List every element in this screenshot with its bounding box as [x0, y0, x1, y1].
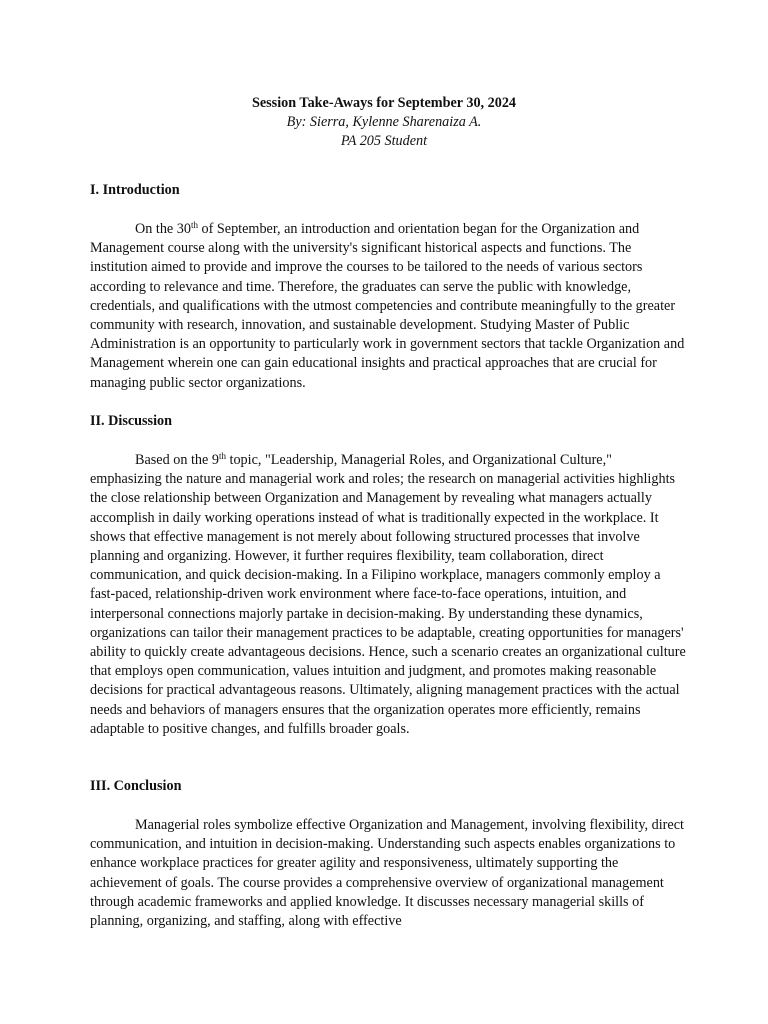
document-author-role: PA 205 Student [340, 133, 428, 150]
paragraph-introduction [90, 220, 686, 393]
document-title: Session Take-Aways for September 30, 2024 [251, 95, 517, 111]
ordinal-suffix: th [190, 220, 198, 230]
paragraph-body: of September, an introduction and orientation began for the Organization and Management course along with the university's significant historical aspects and functions. The institution aimed to provide and improve the courses to be tailored to the needs of various sectors according to relevance and time. Therefore, the graduates can serve the public with knowledge, credentials, and qualifications with the utmost competencies and contribute meaningfully to the greater community with research, innovation, and sustainable development. Studying Master of Public Administration is an opportunity to particularly work in government sectors that tackle Organization and Management wherein one can gain educational insights and practical approaches that are crucial for managing public sector organizations. [90, 221, 685, 391]
section-heading-introduction: I. Introduction [90, 182, 180, 198]
ordinal-suffix: th [218, 451, 226, 461]
paragraph-body: topic, "Leadership, Managerial Roles, and Organizational Culture," emphasizing the nature and managerial work and roles; the research on managerial activities highlights the close relationship between Organization and Management by revealing what managers actually accomplish in daily working operations instead of what is traditionally expected in the workplace. It shows that effective management is not merely about following structured processes that involve planning and organizing. However, it further requires flexibility, team collaboration, direct communication, and quick decision-making. In a Filipino workplace, managers commonly employ a fast-paced, relationship-driven work environment where face-to-face operations, intuition, and interpersonal connections majorly partake in decision-making. By understanding these dynamics, organizations can tailor their management practices to be adaptable, creating opportunities for managers' ability to quickly create advantageous decisions. Hence, such a scenario creates an organizational culture that employs open communication, values intuition and judgment, and promotes making reasonable decisions for practical advantageous reasons. Ultimately, aligning management practices with the actual needs and behaviors of managers ensures that the organization operates more efficiently, remains adaptable to positive changes, and fulfills broader goals. [90, 452, 686, 737]
paragraph-discussion [90, 451, 686, 739]
paragraph-conclusion: Managerial roles symbolize effective Organization and Management, involving flexibility, direct communication, and intuition in decision-making. Understanding such aspects enables organizations to enhance workplace practices for greater agility and responsiveness, ultimately supporting the achievement of goals. The course provides a comprehensive overview of organizational management through academic frameworks and applied knowledge. It discusses necessary managerial skills of planning, organizing, and staffing, along with effective [90, 817, 684, 930]
paragraph-lead: Based on the 9 [135, 452, 219, 468]
paragraph-lead: On the 30 [135, 221, 191, 237]
section-heading-discussion: II. Discussion [90, 413, 173, 429]
document-header [0, 94, 768, 152]
section-heading-conclusion: III. Conclusion [90, 778, 182, 794]
document-byline: By: Sierra, Kylenne Sharenaiza A. [286, 114, 482, 131]
